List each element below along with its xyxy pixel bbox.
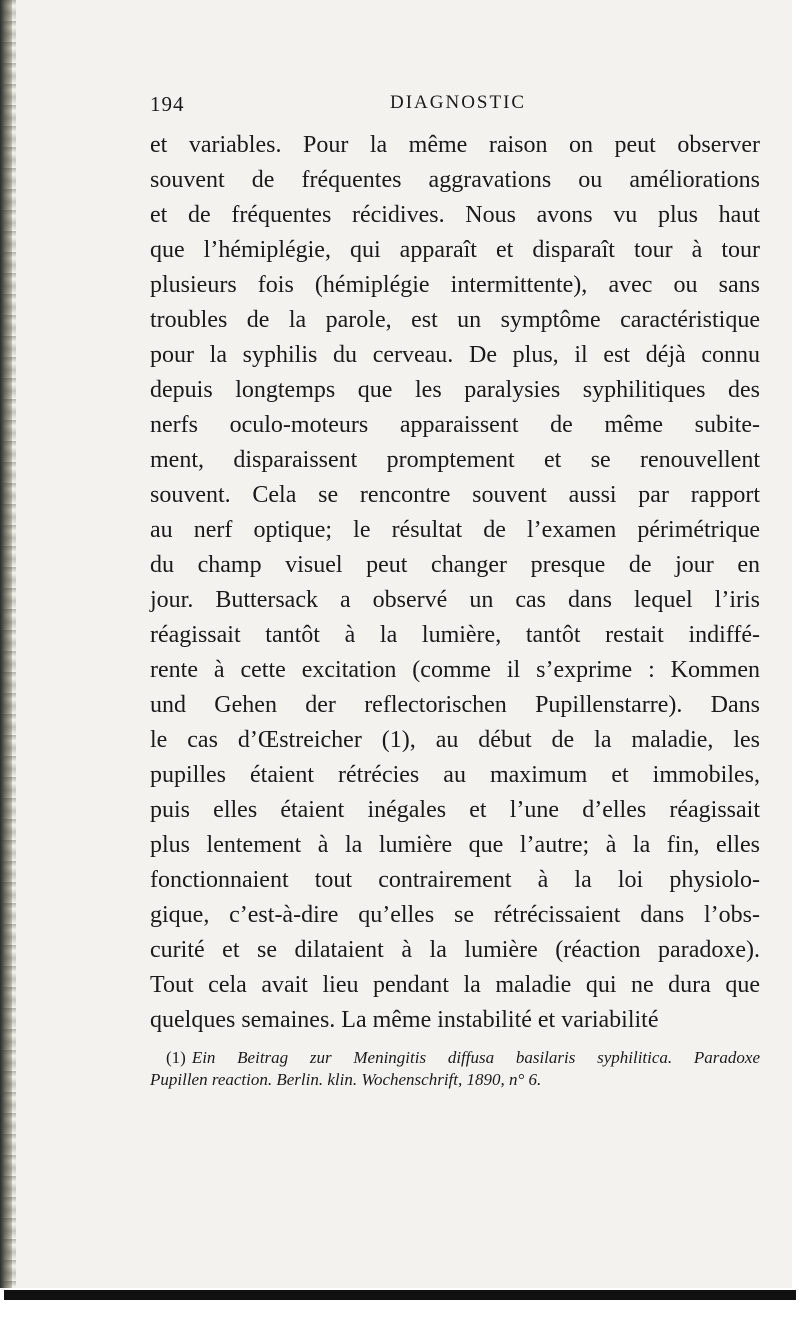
text-line: et de fréquentes récidives. Nous avons vu plus haut bbox=[150, 202, 760, 228]
spine-texture bbox=[0, 0, 16, 1318]
footnote-line bbox=[150, 1047, 760, 1069]
text-line: puis elles étaient inégales et l’une d’elles réagissait bbox=[150, 797, 760, 823]
text-line: fonctionnaient tout contrairement à la loi physiolo- bbox=[150, 867, 760, 893]
footnote-text: Pupillen reaction. Berlin. klin. Wochenschrift, 1890, n° 6. bbox=[150, 1070, 542, 1089]
text-line: plus lentement à la lumière que l’autre; à la fin, elles bbox=[150, 832, 760, 858]
text-line: Tout cela avait lieu pendant la maladie qui ne dura que bbox=[150, 972, 760, 998]
text-line: et variables. Pour la même raison on peut observer bbox=[150, 132, 760, 158]
text-line: curité et se dilataient à la lumière (réaction paradoxe). bbox=[150, 937, 760, 963]
page-edge bbox=[792, 0, 800, 1318]
page-header bbox=[150, 92, 710, 120]
text-line: und Gehen der reflectorischen Pupillenstarre). Dans bbox=[150, 692, 760, 718]
footnote bbox=[150, 1047, 760, 1091]
footnote-marker: (1) bbox=[166, 1048, 186, 1067]
text-line: souvent de fréquentes aggravations ou améliorations bbox=[150, 167, 760, 193]
text-line: réagissait tantôt à la lumière, tantôt restait indiffé- bbox=[150, 622, 760, 648]
text-line: pour la syphilis du cerveau. De plus, il est déjà connu bbox=[150, 342, 760, 368]
page-number: 194 bbox=[150, 92, 185, 116]
text-line: pupilles étaient rétrécies au maximum et immobiles, bbox=[150, 762, 760, 788]
running-head: DIAGNOSTIC bbox=[390, 92, 527, 113]
body-text bbox=[150, 128, 760, 1038]
text-line: troubles de la parole, est un symptôme caractéristique bbox=[150, 307, 760, 333]
text-line: que l’hémiplégie, qui apparaît et disparaît tour à tour bbox=[150, 237, 760, 263]
text-line: nerfs oculo-moteurs apparaissent de même subite- bbox=[150, 412, 760, 438]
text-line: ment, disparaissent promptement et se renouvellent bbox=[150, 447, 760, 473]
text-line: le cas d’Œstreicher (1), au début de la maladie, les bbox=[150, 727, 760, 753]
footnote-line bbox=[150, 1069, 760, 1091]
text-line: au nerf optique; le résultat de l’examen périmétrique bbox=[150, 517, 760, 543]
text-line: depuis longtemps que les paralysies syphilitiques des bbox=[150, 377, 760, 403]
footnote-text: Ein Beitrag zur Meningitis diffusa basilaris syphilitica. Paradoxe bbox=[191, 1048, 760, 1067]
text-line: plusieurs fois (hémiplégie intermittente), avec ou sans bbox=[150, 272, 760, 298]
page-bottom-shadow bbox=[4, 1290, 796, 1300]
text-line: gique, c’est-à-dire qu’elles se rétrécissaient dans l’obs- bbox=[150, 902, 760, 928]
text-line: quelques semaines. La même instabilité et variabilité bbox=[150, 1007, 659, 1033]
text-line: rente à cette excitation (comme il s’exprime : Kommen bbox=[150, 657, 760, 683]
text-line: du champ visuel peut changer presque de jour en bbox=[150, 552, 760, 578]
text-line: jour. Buttersack a observé un cas dans lequel l’iris bbox=[150, 587, 760, 613]
text-line: souvent. Cela se rencontre souvent aussi par rapport bbox=[150, 482, 760, 508]
